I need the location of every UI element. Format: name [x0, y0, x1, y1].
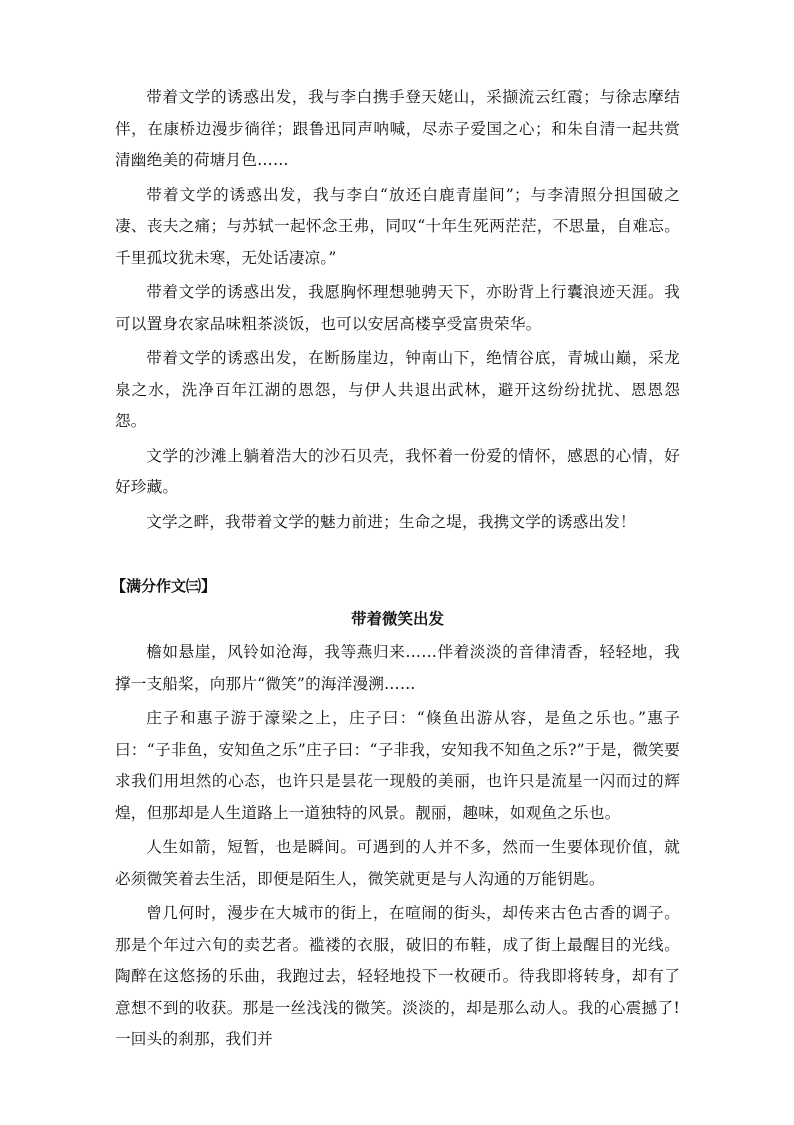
section-gap — [115, 541, 680, 573]
essay-three-paragraph-1: 檐如悬崖，风铃如沧海，我等燕归来……伴着淡淡的音律清香，轻轻地，我撑一支船桨，向那片“微笑”的海洋漫溯…… — [115, 643, 680, 693]
essay-two-paragraph-3: 带着文学的诱惑出发，我愿胸怀理想驰骋天下，亦盼背上行囊浪迹天涯。我可以置身农家品味粗茶淡饭，也可以安居高楼享受富贵荣华。 — [115, 283, 680, 333]
essay-two-paragraph-1: 带着文学的诱惑出发，我与李白携手登天姥山，采撷流云红霞；与徐志摩结伴，在康桥边漫步徜徉；跟鲁迅同声呐喊，尽赤子爱国之心；和朱自清一起共赏清幽绝美的荷塘月色…… — [115, 88, 680, 169]
essay-three-paragraph-4: 曾几何时，漫步在大城市的街上，在喧闹的街头，却传来古色古香的调子。那是个年过六旬的卖艺者。褴褛的衣服，破旧的布鞋，成了街上最醒目的光线。陶醉在这悠扬的乐曲，我跑过去，轻轻地投下一枚硬币。待我即将转身，却有了意想不到的收获。那是一丝浅浅的微笑。淡淡的，却是那么动人。我的心震撼了!一回头的刹那，我们并 — [115, 904, 680, 1048]
essay-title: 带着微笑出发 — [350, 610, 444, 628]
essay-two-paragraph-5: 文学的沙滩上躺着浩大的沙石贝壳，我怀着一份爱的情怀，感恩的心情，好好珍藏。 — [115, 446, 680, 496]
essay-two-paragraph-4: 带着文学的诱惑出发，在断肠崖边，钟南山下，绝情谷底，青城山巅，采龙泉之水，洗净百年江湖的恩怨，与伊人共退出武林，避开这纷纷扰扰、恩恩怨怨。 — [115, 349, 680, 430]
section-label: 【满分作文㈢】 — [111, 577, 217, 595]
essay-three-paragraph-3: 人生如箭，短暂，也是瞬间。可遇到的人并不多，然而一生要体现价值，就必须微笑着去生活，即便是陌生人，微笑就更是与人沟通的万能钥匙。 — [115, 838, 680, 888]
essay-two-paragraph-6: 文学之畔，我带着文学的魅力前进；生命之堤，我携文学的诱惑出发！ — [146, 512, 636, 531]
essay-two-paragraph-2: 带着文学的诱惑出发，我与李白“放还白鹿青崖间”；与李清照分担国破之凄、丧夫之痛；与苏轼一起怀念王弗，同叹“十年生死两茫茫，不思量，自难忘。千里孤坟犹未寒，无处话凄凉。” — [115, 185, 680, 267]
document-body — [111, 82, 680, 1059]
essay-three-paragraph-2: 庄子和惠子游于濠梁之上，庄子曰：“倏鱼出游从容，是鱼之乐也。”惠子曰：“子非鱼，安知鱼之乐”庄子曰：“子非我，安知我不知鱼之乐?”于是，微笑要求我们用坦然的心态，也许只是昙花一现般的美丽，也许只是流星一闪而过的辉煌，但那却是人生道路上一道独特的风景。靓丽，趣味，如观鱼之乐也。 — [115, 709, 680, 822]
